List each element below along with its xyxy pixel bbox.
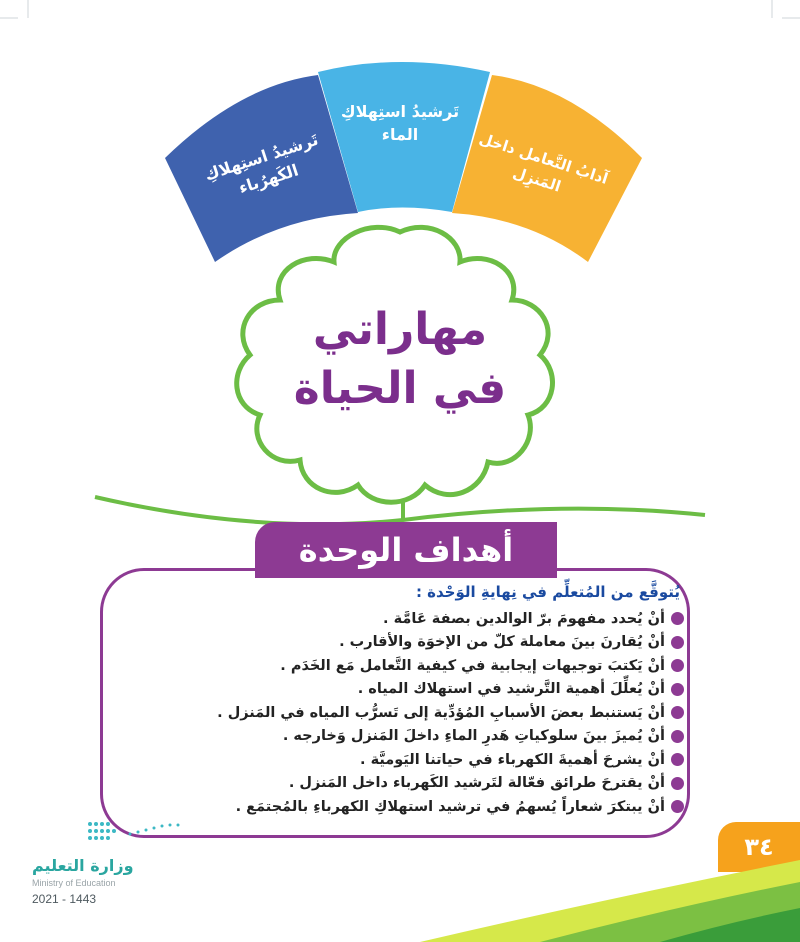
ministry-name-en: Ministry of Education bbox=[32, 878, 116, 888]
ministry-name-ar: وزارة التعليم bbox=[32, 856, 134, 875]
bullet-icon bbox=[671, 753, 684, 766]
bullet-icon bbox=[671, 730, 684, 743]
list-item: أنْ يشرحَ أهميةَ الكهرباء في حياتنا اليَوميَّة . bbox=[94, 748, 684, 772]
edition-year: 2021 - 1443 bbox=[32, 892, 97, 906]
corner-decoration bbox=[420, 860, 800, 942]
bullet-icon bbox=[671, 777, 684, 790]
list-item: أنْ يُميزَ بينَ سلوكياتِ هَدرِ الماءِ داخلَ المَنزل وَخارجه . bbox=[94, 725, 684, 749]
list-item: أنْ يُعلِّلَ أهمية التَّرشيد في استهلاك المياه . bbox=[94, 678, 684, 702]
goals-intro: يُتوقَّع من المُتعلِّم في نِهايةِ الوَحْدة : bbox=[415, 583, 680, 601]
unit-title-line2: في الحياة bbox=[293, 363, 507, 415]
list-item: أنْ يُقارنَ بينَ معاملة كلّ من الإخوَة والأقارب . bbox=[94, 631, 684, 655]
fan-label-electricity: تَرشيدُ استِهلاكِ الكَهرُباء bbox=[202, 129, 321, 198]
list-item: أنْ يبتكرَ شعاراً يُسهمُ في ترشيد استهلاكِ الكهرباءِ بالمُجتمَع . bbox=[94, 795, 684, 819]
list-item: أنْ يَستنبط بعضَ الأسبابِ المُؤدِّية إلى تَسرُّب المياه في المَنزل . bbox=[94, 701, 684, 725]
bullet-icon bbox=[671, 706, 684, 719]
bullet-icon bbox=[671, 659, 684, 672]
unit-title-line1: مهاراتي bbox=[312, 304, 488, 355]
bullet-icon bbox=[671, 683, 684, 696]
list-item: أنْ يُحدد مفهومَ برّ الوالدين بصفة عَامَّة . bbox=[94, 607, 684, 631]
ministry-logo-icon bbox=[70, 818, 190, 854]
unit-title bbox=[255, 300, 545, 419]
bullet-icon bbox=[671, 612, 684, 625]
goals-heading: أهداف الوحدة bbox=[255, 522, 557, 578]
bullet-icon bbox=[671, 636, 684, 649]
page-number: ٣٤ bbox=[718, 822, 800, 872]
goals-list bbox=[94, 607, 684, 819]
list-item: أنْ يقترحَ طرائق فعّالة لتَرشيد الكَهرباء داخل المَنزل . bbox=[94, 772, 684, 796]
bullet-icon bbox=[671, 800, 684, 813]
fan-label-manners: آدابُ التَّعامل داخل المَنزِل bbox=[477, 129, 611, 196]
fan-label-water: تَرشيدُ استِهلاكِ الماء bbox=[340, 102, 460, 145]
list-item: أنْ يَكتبَ توجيهات إيجابية في كيفية التَّعامل مَع الخَدَم . bbox=[94, 654, 684, 678]
